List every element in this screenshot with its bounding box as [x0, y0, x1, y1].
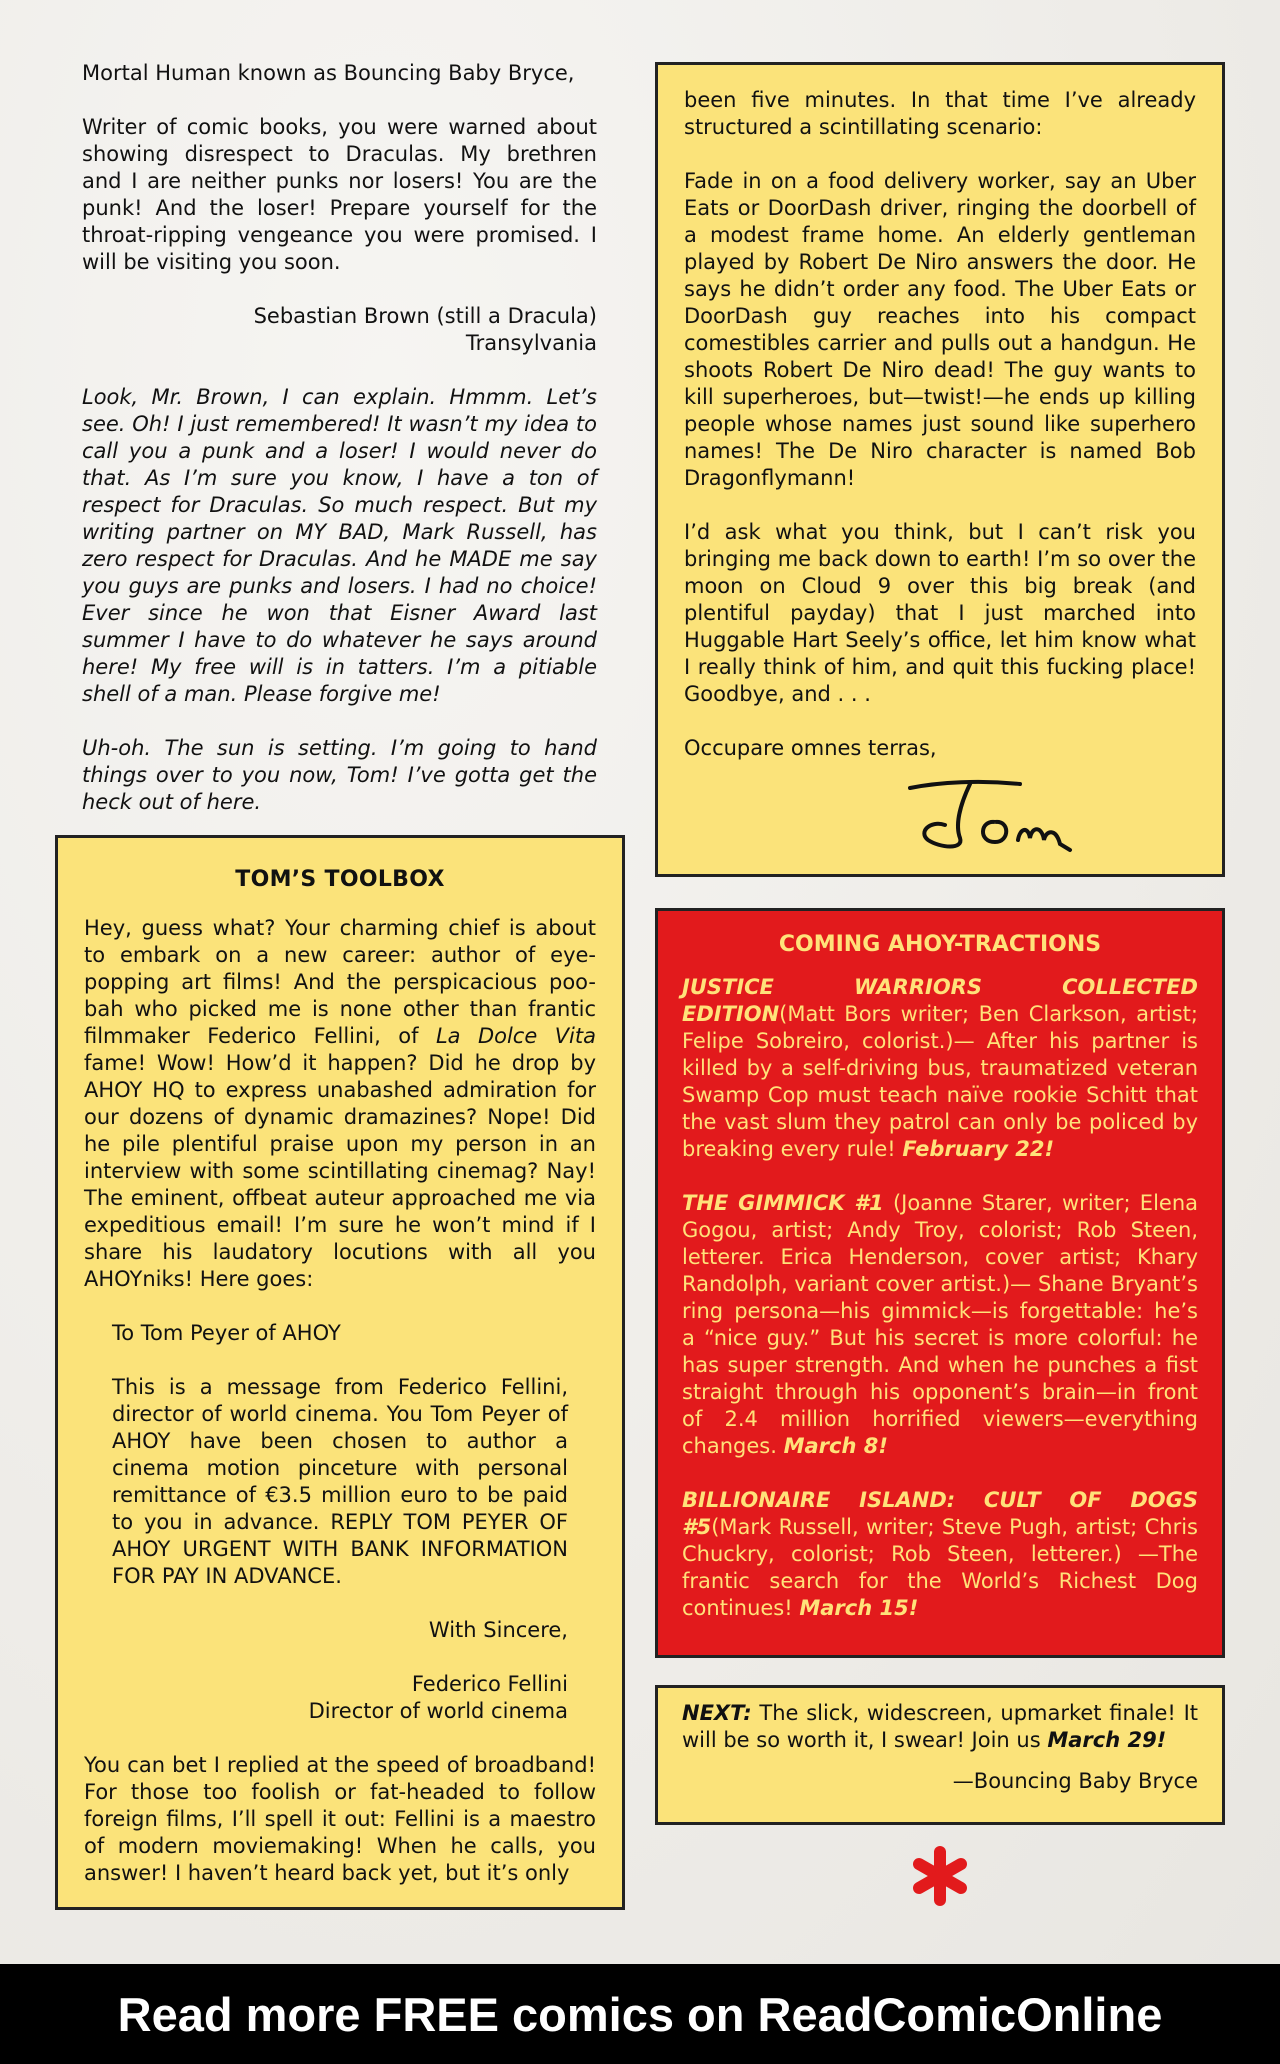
continued-box — [655, 62, 1225, 877]
quote-sig-title: Director of world cinema — [308, 1699, 568, 1723]
letter-column — [82, 60, 597, 843]
quote-body: This is a message from Federico Fellini, director of world cinema. You Tom Peyer of AHOY have been chosen to author a cinema motion pinceture with personal remittance of €3.5 million euro to be paid to you in advance. REPLY TOM PEYER OF AHOY URGENT WITH BANK INFORMATION FOR PAY IN ADVANCE. — [112, 1375, 568, 1588]
quote-sig-name: Federico Fellini — [411, 1672, 568, 1696]
next-byline: —Bouncing Baby Bryce — [952, 1769, 1198, 1793]
letter-salutation: Mortal Human known as Bouncing Baby Bryce, — [82, 61, 575, 85]
letter-reply-1: Look, Mr. Brown, I can explain. Hmmm. Let’s see. Oh! I just remembered! It wasn’t my idea to call you a punk and a loser! I would never do that. As I’m sure you know, I have a ton of respect for Draculas. So much respect. But my writing partner on MY BAD, Mark Russell, has zero respect for Draculas. And he MADE me say you guys are punks and losers. I had no choice! Ever since he won that Eisner Award last summer I have to do whatever he says around here! My free will is in tatters. I’m a pitiable shell of a man. Please forgive me! — [82, 385, 597, 706]
toms-toolbox-box — [55, 835, 625, 1910]
footer-text[interactable]: Read more FREE comics on ReadComicOnline — [117, 1987, 1163, 2041]
letter-reply-2: Uh-oh. The sun is setting. I’m going to hand things over to you now, Tom! I’ve gotta get the heck out of here. — [82, 736, 597, 814]
coming-item-name: BILLIONAIRE ISLAND: CULT OF DOGS #5 — [682, 1488, 1198, 1539]
coming-item — [682, 1190, 1198, 1460]
coming-item-name: THE GIMMICK #1 — [682, 1191, 884, 1215]
toolbox-outro: You can bet I replied at the speed of broadband! For those too foolish or fat-headed to follow foreign films, I’ll spell it out: Fellini is a maestro of modern moviemaking! When he calls, you answer! I haven’t heard back yet, but it’s only — [84, 1753, 596, 1885]
continued-closing: Occupare omnes terras, — [684, 736, 937, 760]
letter-signature-place: Transylvania — [465, 331, 597, 355]
continued-p2: Fade in on a food delivery worker, say an Uber Eats or DoorDash driver, ringing the doorbell of a modest frame home. An elderly gentleman played by Robert De Niro answers the door. He says he didn’t order any food. The Uber Eats or DoorDash guy reaches into his compact comestibles carrier and pulls out a handgun. He shoots Robert De Niro dead! The guy wants to kill superheroes, but—twist!—he ends up killing people whose names just sound like superhero names! The De Niro character is named Bob Dragonflymann! — [684, 169, 1196, 490]
next-text — [682, 1700, 1198, 1754]
quote-close: With Sincere, — [428, 1618, 568, 1642]
coming-item-date: March 8! — [783, 1434, 888, 1458]
coming-item-text: (Mark Russell, writer; Steve Pugh, artist; Chris Chuckry, colorist; Rob Steen, letterer.) —The frantic search for the World’s Richest Dog continues! — [682, 1515, 1198, 1620]
coming-item-text: (Joanne Starer, writer; Elena Gogou, artist; Andy Troy, colorist; Rob Steen, letterer. Erica Henderson, cover artist; Khary Randolph, variant cover artist.)— Shane Bryant’s ring persona—his gimmick—is forgettable: he’s a “nice guy.” But his secret is more colorful: he has super strength. And when he punches a fist straight through his opponent’s brain—in front of 2.4 million horrified viewers—everything changes. — [682, 1191, 1199, 1458]
continued-p3: I’d ask what you think, but I can’t risk you bringing me back down to earth! I’m so over the moon on Cloud 9 over this big break (and plentiful payday) that I just marched into Huggable Hart Seely’s office, let him know what I really think of him, and quit this fucking place! Goodbye, and . . . — [684, 520, 1196, 706]
toolbox-title: TOM’S TOOLBOX — [235, 867, 445, 892]
footer-banner[interactable] — [0, 1964, 1280, 2064]
continued-p1: been five minutes. In that time I’ve already structured a scintillating scenario: — [684, 88, 1196, 139]
toolbox-intro-film: La Dolce Vita — [435, 1024, 596, 1048]
quote-to: To Tom Peyer of AHOY — [112, 1321, 341, 1345]
coming-title: COMING AHOY-TRACTIONS — [778, 932, 1102, 957]
tom-signature — [900, 770, 1100, 860]
letter-signature-name: Sebastian Brown (still a Dracula) — [253, 304, 597, 328]
next-body: The slick, widescreen, upmarket finale! It will be so worth it, I swear! Join us — [682, 1701, 1198, 1752]
coming-item-name: JUSTICE WARRIORS COLLECTED EDITION — [682, 975, 1198, 1026]
coming-attractions-box — [655, 908, 1225, 1658]
fellini-quote — [84, 1320, 596, 1725]
coming-item-date: March 15! — [799, 1596, 919, 1620]
next-box — [655, 1685, 1225, 1825]
next-date: March 29! — [1047, 1728, 1167, 1752]
toolbox-intro-a: Hey, guess what? Your charming chief is about to embark on a new career: author of eye-popping art films! And the perspicacious poo-bah who picked me is none other than frantic filmmaker Federico Fellini, of — [84, 916, 596, 1048]
toolbox-intro — [84, 915, 596, 1293]
coming-item-text: (Matt Bors writer; Ben Clarkson, artist; Felipe Sobreiro, colorist.)— After his partner is killed by a self-driving bus, traumatized veteran Swamp Cop must teach naïve rookie Schitt that the vast slum they patrol can only be policed by breaking every rule! — [682, 1002, 1198, 1161]
asterisk-icon — [910, 1846, 970, 1906]
letter-body: Writer of comic books, you were warned about showing disrespect to Draculas. My brethren and I are neither punks nor losers! You are the punk! And the loser! Prepare yourself for the throat-ripping vengeance you were promised. I will be visiting you soon. — [82, 115, 597, 274]
toolbox-intro-b: fame! Wow! How’d it happen? Did he drop by AHOY HQ to express unabashed admiration for our dozens of dynamic dramazines? Nope! Did he pile plentiful praise upon my person in an interview with some scintillating cinemag? Nay! The eminent, offbeat auteur approached me via expeditious email! I’m sure he won’t mind if I share his laudatory locutions with all you AHOYniks! Here goes: — [84, 1051, 596, 1291]
next-label: NEXT: — [682, 1701, 752, 1725]
coming-item — [682, 974, 1198, 1163]
coming-item-date: February 22! — [902, 1137, 1055, 1161]
coming-item — [682, 1487, 1198, 1622]
